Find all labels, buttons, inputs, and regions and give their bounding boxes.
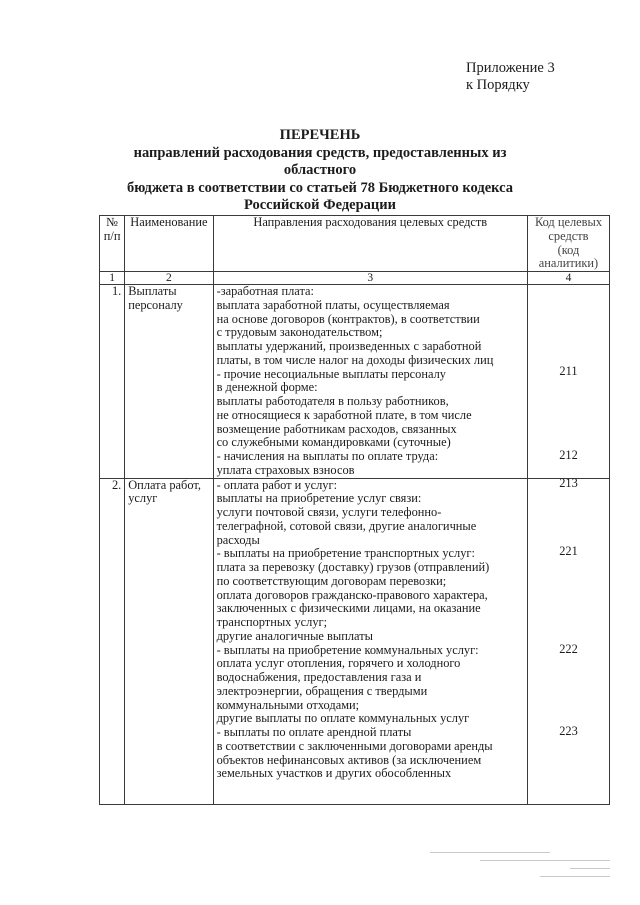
- table-header-row: [100, 216, 610, 272]
- scan-artifact: [420, 848, 620, 888]
- table-row: [100, 478, 610, 804]
- table-row: [100, 285, 610, 479]
- header-directions: Направления расходования целевых средств: [213, 216, 527, 272]
- code-value: 212: [559, 448, 578, 462]
- code-value: 213: [559, 476, 578, 490]
- column-index-row: [100, 272, 610, 285]
- directions-table: [99, 215, 610, 805]
- row-directions: - оплата работ и услуг: выплаты на приобретение услуг связи: услуги почтовой связи, услуги телефонно- телеграфной, сотовой связи, другие аналогичные расходы - выплаты на приобретение транспортных услуг: плата за перевозку (доставку) грузов (отправлений) по соответствующим договорам перевозки; оплата договоров гражданско-правового характера, заключенных с физическими лицами, на оказание транспортных услуг; другие аналогичные выплаты - выплаты на приобретение коммунальных услуг: оплата услуг отопления, горячего и холодного водоснабжения, предоставления газа и электроэнергии, обращения с твердыми коммунальными отходами; другие выплаты по оплате коммунальных услуг - выплаты по оплате арендной платы в соответствии с заключенными договорами аренды объектов нефинансовых активов (за исключением земельных участков и других обособленных: [213, 478, 527, 804]
- column-index: 3: [213, 272, 527, 285]
- header-code: Код целевых средств (код аналитики): [527, 216, 609, 272]
- code-value: 222: [559, 641, 578, 656]
- header-num: № п/п: [100, 216, 125, 272]
- row-codes: [527, 478, 609, 804]
- code-value: 211: [559, 364, 578, 378]
- column-index: 4: [527, 272, 609, 285]
- header-name: Наименование: [125, 216, 213, 272]
- title-line: Российской Федерации: [243, 197, 396, 213]
- document-title: [100, 127, 540, 215]
- code-value: 221: [559, 543, 578, 558]
- row-name: Оплата работ, услуг: [125, 478, 213, 804]
- appendix-line: к Порядку: [466, 77, 530, 93]
- column-index: 1: [100, 272, 125, 285]
- appendix-line: Приложение 3: [466, 60, 555, 76]
- title-line: направлений расходования средств, предоставленных из областного: [133, 144, 507, 178]
- code-value: 223: [559, 723, 578, 738]
- title-line: ПЕРЕЧЕНЬ: [279, 127, 361, 143]
- row-codes: [527, 285, 609, 490]
- row-number: 2.: [100, 478, 125, 804]
- row-directions: -заработная плата: выплата заработной платы, осуществляемая на основе договоров (контрактов), в соответствии с трудовым законодательством; выплаты удержаний, произведенных с заработной платы, в том числе налог на доходы физических лиц - прочие несоциальные выплаты персоналу в денежной форме: выплаты работодателя в пользу работников, не относящиеся к заработной плате, в том числе возмещение работникам расходов, связанных со служебными командировками (суточные) - начисления на выплаты по оплате труда: уплата страховых взносов: [213, 285, 527, 479]
- row-number: 1.: [100, 285, 125, 479]
- title-line: бюджета в соответствии со статьей 78 Бюджетного кодекса: [126, 179, 513, 196]
- row-name: Выплаты персоналу: [125, 285, 213, 479]
- column-index: 2: [125, 272, 213, 285]
- appendix-reference: [466, 60, 555, 94]
